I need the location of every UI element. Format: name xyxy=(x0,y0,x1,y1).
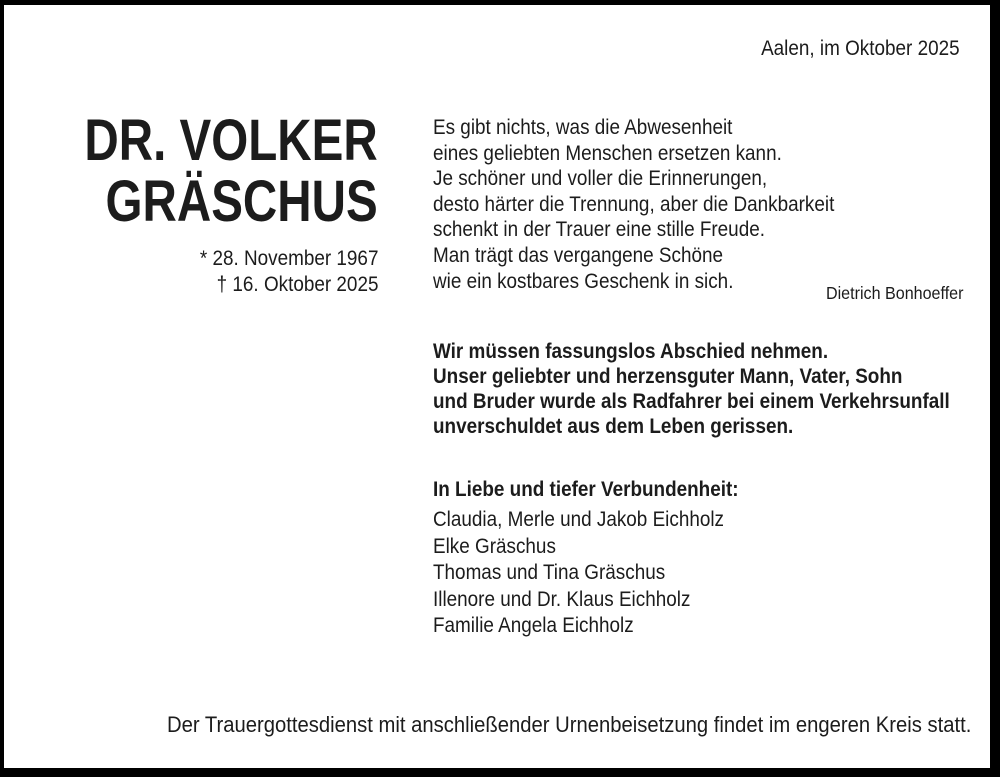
quote-line: Man trägt das vergangene Schöne xyxy=(433,243,723,267)
announcement-line: Wir müssen fassungslos Abschied nehmen. xyxy=(433,340,829,363)
quote-line: desto härter die Trennung, aber die Dankbarkeit xyxy=(433,192,835,216)
mourner-name: Thomas und Tina Gräschus xyxy=(433,561,666,585)
dateline: Aalen, im Oktober 2025 xyxy=(761,37,960,60)
announcement-line: und Bruder wurde als Radfahrer bei einem Verkehrsunfall xyxy=(433,390,950,413)
announcement-line: Unser geliebter und herzensguter Mann, Vater, Sohn xyxy=(433,365,903,388)
quote-line: Es gibt nichts, was die Abwesenheit xyxy=(433,116,733,139)
condolence-heading: In Liebe und tiefer Verbundenheit: xyxy=(433,478,739,501)
deceased-name-line2: GRÄSCHUS xyxy=(105,169,378,234)
death-announcement xyxy=(433,339,950,439)
scan-edge-bottom xyxy=(0,768,1000,777)
quote-line: Je schöner und voller die Erinnerungen, xyxy=(433,167,768,191)
scan-edge-top xyxy=(0,0,1000,5)
announcement-line: unverschuldet aus dem Leben gerissen. xyxy=(433,415,794,438)
quote-attribution: Dietrich Bonhoeffer xyxy=(825,283,963,303)
quote-line: schenkt in der Trauer eine stille Freude. xyxy=(433,218,765,242)
life-dates xyxy=(199,246,378,297)
mourner-name: Illenore und Dr. Klaus Eichholz xyxy=(433,587,691,611)
mourner-name: Claudia, Merle und Jakob Eichholz xyxy=(433,508,725,531)
mourner-name: Familie Angela Eichholz xyxy=(433,614,634,638)
deceased-name xyxy=(85,110,378,232)
mourners-list xyxy=(433,507,724,640)
birth-date: * 28. November 1967 xyxy=(199,247,378,270)
scan-edge-right xyxy=(990,0,1000,777)
service-note: Der Trauergottesdienst mit anschließender Urnenbeisetzung findet im engeren Kreis statt. xyxy=(167,712,972,737)
quote-line: eines geliebten Menschen ersetzen kann. xyxy=(433,141,782,165)
quote-line: wie ein kostbares Geschenk in sich. xyxy=(433,269,734,293)
deceased-name-line1: DR. VOLKER xyxy=(84,108,378,173)
memorial-quote xyxy=(433,115,834,294)
scan-edge-left xyxy=(0,0,4,777)
death-date: † 16. Oktober 2025 xyxy=(216,272,378,296)
mourner-name: Elke Gräschus xyxy=(433,534,556,558)
